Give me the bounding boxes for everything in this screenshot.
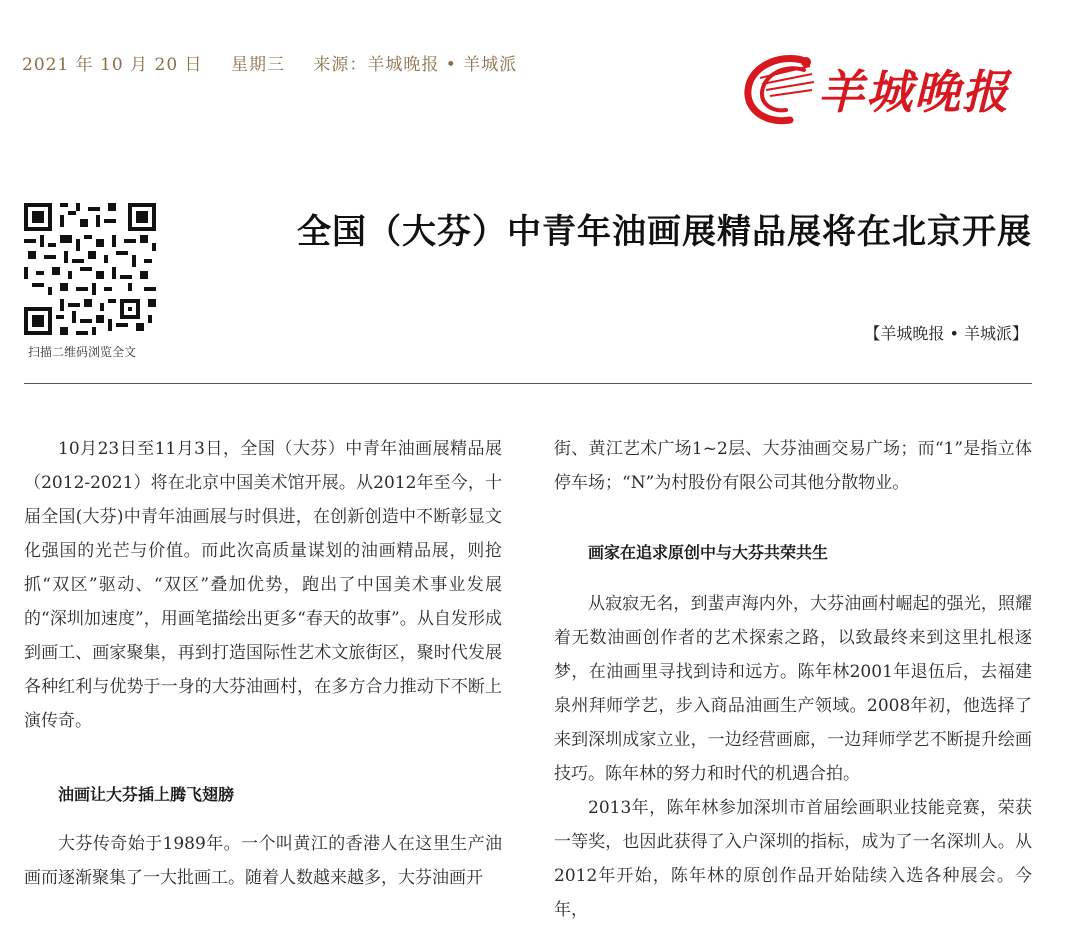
article-source-tag: 【羊城晚报 • 羊城派】 [864, 324, 1028, 343]
logo-wordmark: 羊城晚报 [818, 65, 1010, 119]
left-paragraph-1: 10月23日至11月3日，全国（大芬）中青年油画展精品展（2012-2021）将在北京中国美术馆开展。从2012年至今，十届全国(大芬)中青年油画展与时俱进，在创新创造中不断彰显文化强国的光芒与价值。而此次高质量谋划的油画精品展，则抢抓“双区”驱动、“双区”叠加优势，跑出了中国美术事业发展的“深圳加速度”，用画笔描绘出更多“春天的故事”。从自发形成到画工、画家聚集，再到打造国际性艺术文旅街区，聚时代发展各种红利与优势于一身的大芬油画村，在多方合力推动下不断上演传奇。 [24, 439, 502, 731]
right-subheading: 画家在追求原创中与大芬共荣共生 [588, 543, 829, 562]
publish-weekday: 星期三 [230, 55, 285, 75]
right-paragraph-2: 2013年，陈年林参加深圳市首届绘画职业技能竞赛，荣获一等奖，也因此获得了入户深圳的指标，成为了一名深圳人。从2012年开始，陈年林的原创作品开始陆续入选各种展会。今年， [554, 798, 1032, 920]
left-subheading: 油画让大芬插上腾飞翅膀 [58, 785, 235, 804]
right-paragraph-continued: 街、黄江艺术广场1~2层、大芬油画交易广场；而“1”是指立体停车场；“N”为村股份有限公司其他分散物业。 [554, 439, 1032, 493]
newspaper-logo [740, 48, 1040, 130]
right-paragraph-1: 从寂寂无名，到蜚声海内外，大芬油画村崛起的强光，照耀着无数油画创作者的艺术探索之路，以致最终来到这里扎根逐梦，在油画里寻找到诗和远方。陈年林2001年退伍后，去福建泉州拜师学艺，步入商品油画生产领域。2008年初，他选择了来到深圳成家立业，一边经营画廊，一边拜师学艺不断提升绘画技巧。陈年林的努力和时代的机遇合拍。 [554, 594, 1032, 784]
qr-caption: 扫描二维码浏览全文 [28, 345, 137, 359]
article-right-column [554, 432, 1032, 927]
publish-source: 来源：羊城晚报 • 羊城派 [313, 55, 518, 75]
qr-code-icon[interactable] [24, 203, 156, 335]
left-paragraph-2: 大芬传奇始于1989年。一个叫黄江的香港人在这里生产油画而逐渐聚集了一大批画工。随着人数越来越多，大芬油画开 [24, 834, 502, 888]
article-left-column [24, 432, 502, 895]
article-title: 全国（大芬）中青年油画展精品展将在北京开展 [297, 212, 1032, 252]
logo-swirl-icon [740, 48, 820, 130]
header-divider [24, 383, 1032, 384]
publish-date: 2021 年 10 月 20 日 [22, 55, 203, 75]
article-meta [22, 50, 517, 75]
